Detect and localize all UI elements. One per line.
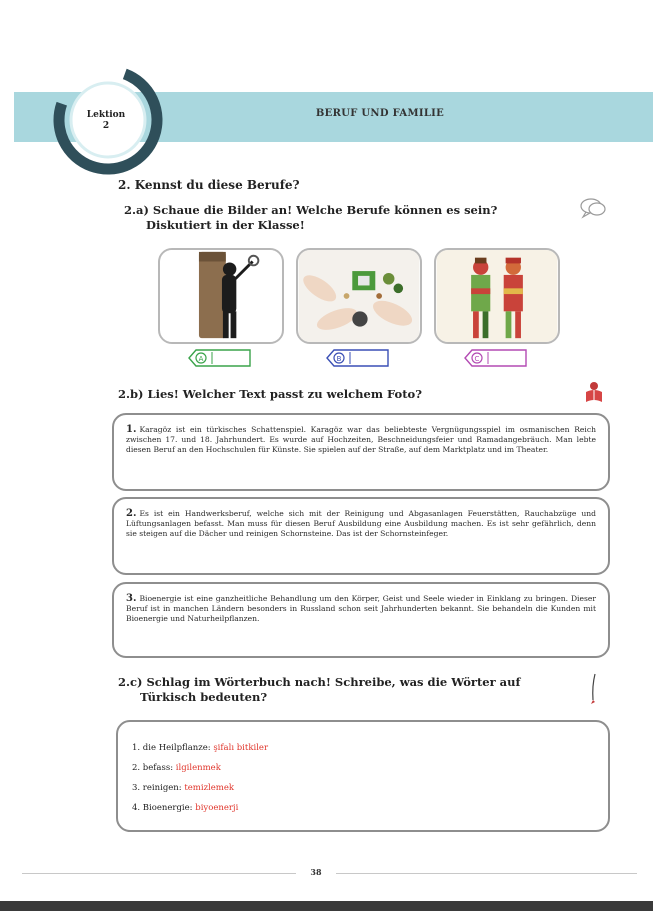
tag-b <box>326 349 390 367</box>
exercise-c-line2: Türkisch bedeuten? <box>140 690 268 704</box>
tag-c <box>464 349 528 367</box>
vocab-answer: şifalı bitkiler <box>213 743 269 753</box>
text-box-2 <box>112 497 610 575</box>
text-3-number: 3. <box>126 593 137 604</box>
reading-icon <box>582 380 606 404</box>
vocab-box <box>116 720 610 832</box>
bottom-edge-bar <box>0 901 653 911</box>
text-2-number: 2. <box>126 508 137 519</box>
vocab-item <box>132 738 594 758</box>
photo-b <box>296 248 422 344</box>
speech-bubble-icon <box>578 196 608 220</box>
chimney-sweep-photo <box>160 250 282 342</box>
exercise-a-line1: 2.a) Schaue die Bilder an! Welche Berufe können es sein? <box>124 203 498 217</box>
text-box-3 <box>112 582 610 658</box>
lesson-label-text: Lektion <box>86 110 126 120</box>
exercise-c-line1: 2.c) Schlag im Wörterbuch nach! Schreibe, was die Wörter auf <box>118 675 521 689</box>
text-3-body: Bioenergie ist eine ganzheitliche Behandlung um den Körper, Geist und Seele wieder in Einklang zu bringen. Dieser Beruf ist in manchen Ländern besonders in Russland schon seit Jahrhunderten bekannt. Sie behandeln die Kunden mit Bioenergie und Naturheilpflanzen. <box>126 594 596 623</box>
karagoz-puppets-photo <box>436 250 558 342</box>
tag-a-letter: A <box>198 355 204 363</box>
page-number: 38 <box>296 867 336 877</box>
vocab-term: 3. reinigen: <box>132 783 182 793</box>
pencil-icon <box>586 672 602 706</box>
tag-b-letter: B <box>336 355 342 363</box>
text-1-body: Karagöz ist ein türkisches Schattenspiel. Karagöz war das beliebteste Vergnügungsspiel im osmanischen Reich zwischen 17. und 18. Jahrhundert. Es wurde auf Hochzeiten, Beschneidungsfeier und Ramadangebräuch. Man lebte diesen Beruf an den Hochschulen für Künste. Sie spielen auf der Straße, auf dem Marktplatz und im Theater. <box>126 425 596 454</box>
vocab-item <box>132 778 594 798</box>
vocab-term: 4. Bioenergie: <box>132 803 193 813</box>
lesson-label <box>74 110 138 132</box>
exercise-c-instruction <box>118 675 520 705</box>
vocab-term: 1. die Heilpflanze: <box>132 743 211 753</box>
text-2-body: Es ist ein Handwerksberuf, welche sich mit der Reinigung und Abgasanlagen Feuerstätten, Rauchabzüge und Lüftungsanlagen befasst. Man muss für diesen Beruf Ausbildung eine Ausbildung machen. Es ist sehr gefährlich, denn sie steigen auf die Dächer und reinigen Schornsteine. Das ist der Schornsteinfeger. <box>126 509 596 538</box>
tag-c-letter: C <box>474 355 480 363</box>
exercise-b-instruction: 2.b) Lies! Welcher Text passt zu welchem Foto? <box>118 387 422 401</box>
section-heading: 2. Kennst du diese Berufe? <box>118 178 300 192</box>
bioenergy-photo <box>298 250 420 342</box>
vocab-item <box>132 758 594 778</box>
page-title: BERUF UND FAMILIE <box>315 108 445 119</box>
photo-c <box>434 248 560 344</box>
vocab-answer: temizlemek <box>184 783 235 793</box>
vocab-term: 2. befass: <box>132 763 174 773</box>
text-1-number: 1. <box>126 424 137 435</box>
lesson-number: 2 <box>102 121 110 131</box>
tag-a <box>188 349 252 367</box>
text-box-1 <box>112 413 610 491</box>
exercise-a-instruction <box>124 203 497 233</box>
vocab-answer: biyoenerji <box>195 803 239 813</box>
vocab-answer: ilgilenmek <box>175 763 221 773</box>
photo-a <box>158 248 284 344</box>
exercise-a-line2: Diskutiert in der Klasse! <box>146 218 305 232</box>
vocab-item <box>132 798 594 818</box>
